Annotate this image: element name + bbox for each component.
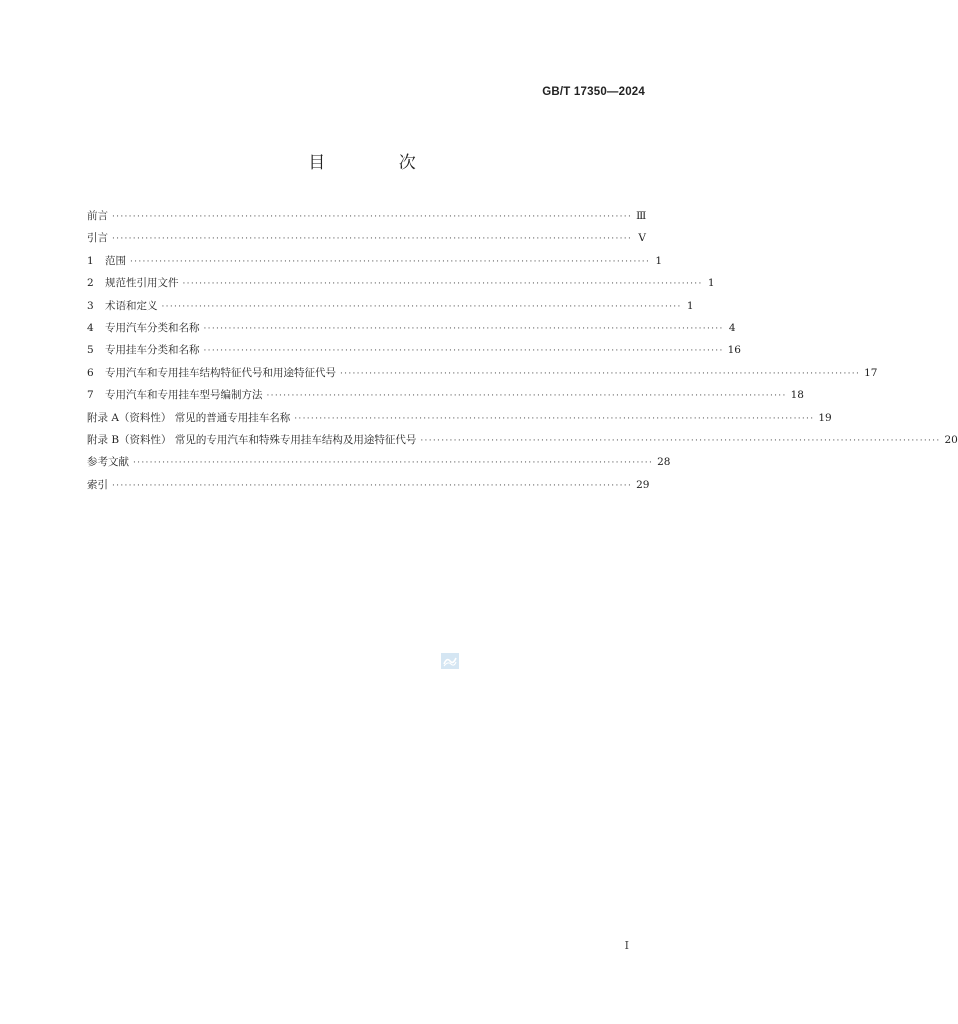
toc-entry-label: 5 专用挂车分类和名称: [87, 344, 200, 357]
toc-list: [87, 205, 958, 496]
toc-entry-label: 6 专用汽车和专用挂车结构特征代号和用途特征代号: [87, 366, 336, 379]
toc-entry-page: 28: [657, 456, 671, 469]
toc-entry-index[interactable]: [87, 474, 650, 496]
toc-entry-scope[interactable]: [87, 250, 663, 272]
toc-entry-trailer-classification[interactable]: [87, 339, 741, 361]
toc-entry-label: 4 专用汽车分类和名称: [87, 321, 200, 334]
toc-entry-label: 3 术语和定义: [87, 299, 158, 312]
toc-entry-page: Ⅴ: [638, 232, 646, 245]
toc-leader-dots: ·····························································································································: [420, 435, 941, 446]
toc-leader-dots: ·····························································································································: [203, 323, 724, 334]
toc-title: 目 次: [308, 153, 450, 173]
document-code: GB/T 17350—2024: [542, 86, 645, 98]
toc-entry-label: 参考文献: [87, 456, 129, 469]
toc-leader-dots: ·····························································································································: [182, 279, 703, 290]
toc-entry-terms-definitions[interactable]: [87, 295, 694, 317]
toc-entry-label: 2 规范性引用文件: [87, 277, 179, 290]
toc-entry-normative-references[interactable]: [87, 272, 715, 294]
toc-entry-page: 1: [655, 254, 663, 267]
toc-leader-dots: ·····························································································································: [266, 391, 787, 402]
toc-entry-label: 附录 A（资料性） 常见的普通专用挂车名称: [87, 411, 291, 424]
toc-entry-page: Ⅲ: [636, 210, 647, 222]
toc-entry-page: 20: [944, 433, 958, 446]
toc-entry-foreword[interactable]: [87, 205, 646, 227]
toc-entry-model-numbering[interactable]: [87, 384, 804, 406]
toc-entry-page: 1: [686, 299, 694, 312]
toc-leader-dots: ·····························································································································: [340, 368, 861, 379]
toc-entry-page: 29: [636, 478, 650, 491]
toc-leader-dots: ·····························································································································: [112, 212, 633, 222]
toc-leader-dots: ·····························································································································: [203, 346, 724, 357]
page-number: I: [624, 939, 629, 952]
toc-entry-annex-a[interactable]: [87, 407, 832, 429]
toc-leader-dots: ·····························································································································: [112, 480, 633, 491]
toc-entry-feature-codes[interactable]: [87, 362, 878, 384]
toc-entry-page: 19: [818, 411, 832, 424]
toc-entry-label: 引言: [87, 232, 108, 245]
toc-leader-dots: ·····························································································································: [161, 301, 682, 312]
toc-leader-dots: ·····························································································································: [294, 413, 815, 424]
toc-leader-dots: ·····························································································································: [112, 234, 633, 245]
toc-entry-page: 4: [728, 321, 736, 334]
toc-entry-page: 17: [864, 366, 878, 379]
toc-entry-introduction[interactable]: [87, 227, 646, 249]
toc-leader-dots: ·····························································································································: [133, 458, 654, 469]
toc-entry-label: 1 范围: [87, 254, 126, 267]
toc-entry-vehicle-classification[interactable]: [87, 317, 736, 339]
toc-entry-bibliography[interactable]: [87, 451, 671, 473]
toc-entry-page: 1: [707, 277, 715, 290]
toc-entry-page: 16: [727, 344, 741, 357]
toc-leader-dots: ·····························································································································: [130, 256, 651, 267]
toc-entry-label: 前言: [87, 210, 108, 222]
sac-logo-icon: [441, 653, 459, 669]
toc-entry-label: 附录 B（资料性） 常见的专用汽车和特殊专用挂车结构及用途特征代号: [87, 433, 417, 446]
toc-entry-label: 7 专用汽车和专用挂车型号编制方法: [87, 389, 263, 402]
toc-entry-page: 18: [790, 389, 804, 402]
toc-entry-annex-b[interactable]: [87, 429, 958, 451]
toc-entry-label: 索引: [87, 478, 108, 491]
